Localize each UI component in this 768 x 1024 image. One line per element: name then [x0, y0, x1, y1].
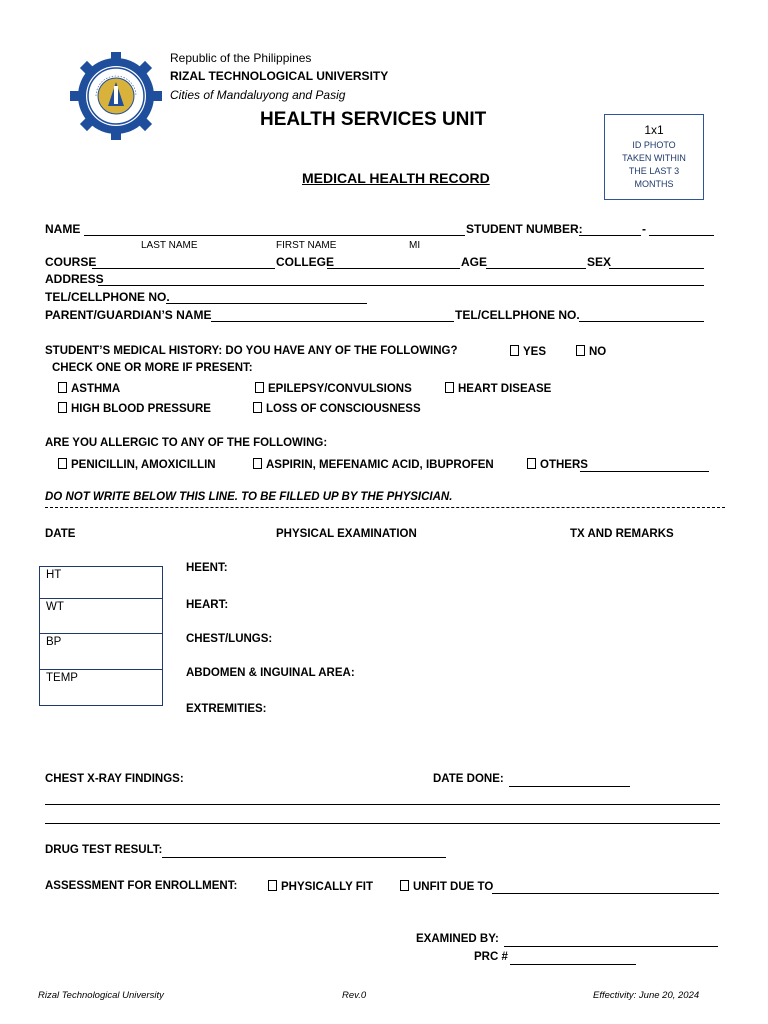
- college-label: COLLEGE: [276, 255, 335, 269]
- age-field[interactable]: [486, 268, 586, 269]
- cities-text: Cities of Mandaluyong and Pasig: [170, 88, 346, 102]
- loc-option[interactable]: [253, 402, 421, 415]
- extremities-label: EXTREMITIES:: [186, 703, 267, 715]
- others-checkbox[interactable]: [527, 458, 536, 469]
- unfit-checkbox[interactable]: [400, 880, 409, 891]
- chest-label: CHEST/LUNGS:: [186, 633, 273, 645]
- unit-title: HEALTH SERVICES UNIT: [260, 109, 487, 130]
- university-name: RIZAL TECHNOLOGICAL UNIVERSITY: [170, 69, 389, 83]
- vital-temp[interactable]: TEMP: [46, 672, 78, 684]
- cut-line: [45, 507, 725, 508]
- fit-checkbox[interactable]: [268, 880, 277, 891]
- others-option[interactable]: [527, 458, 588, 471]
- footer-right: Effectivity: June 20, 2024: [593, 990, 700, 1001]
- xray-line-1[interactable]: [45, 804, 720, 805]
- unfit-option[interactable]: [400, 880, 493, 893]
- history-instruction: CHECK ONE OR MORE IF PRESENT:: [52, 362, 253, 374]
- record-title: MEDICAL HEALTH RECORD: [302, 170, 490, 186]
- address-field[interactable]: [98, 285, 704, 286]
- vital-ht[interactable]: HT: [40, 567, 162, 599]
- student-number-sep: -: [642, 222, 646, 236]
- history-question: STUDENT’S MEDICAL HISTORY: DO YOU HAVE ANY OF THE FOLLOWING?: [45, 345, 458, 357]
- hbp-option[interactable]: [58, 402, 211, 415]
- name-field[interactable]: [84, 235, 465, 236]
- vital-wt[interactable]: WT: [40, 599, 162, 634]
- aspirin-checkbox[interactable]: [253, 458, 262, 469]
- photo-line-3: THE LAST 3: [628, 166, 680, 176]
- parent-tel-label: TEL/CELLPHONE NO.: [455, 308, 580, 322]
- footer-left: Rizal Technological University: [38, 990, 164, 1001]
- penicillin-option[interactable]: [58, 458, 216, 471]
- parent-label: PARENT/GUARDIAN’S NAME: [45, 308, 212, 322]
- assessment-label: ASSESSMENT FOR ENROLLMENT:: [45, 880, 238, 892]
- photo-line-2: TAKEN WITHIN: [622, 153, 686, 163]
- fit-label: PHYSICALLY FIT: [281, 881, 374, 893]
- sex-field[interactable]: [609, 268, 704, 269]
- date-done-label: DATE DONE:: [433, 773, 504, 785]
- sex-label: SEX: [587, 255, 612, 269]
- xray-label: CHEST X-RAY FINDINGS:: [45, 773, 184, 785]
- unfit-label: UNFIT DUE TO: [413, 881, 494, 893]
- heent-label: HEENT:: [186, 562, 228, 574]
- vitals-table: [39, 566, 163, 706]
- course-field[interactable]: [92, 268, 275, 269]
- drug-test-field[interactable]: [162, 857, 446, 858]
- epilepsy-label: EPILEPSY/CONVULSIONS: [268, 383, 412, 395]
- parent-field[interactable]: [211, 321, 454, 322]
- last-name-caption: LAST NAME: [141, 240, 198, 251]
- heart-disease-checkbox[interactable]: [445, 382, 454, 393]
- heart-disease-label: HEART DISEASE: [458, 383, 552, 395]
- aspirin-label: ASPIRIN, MEFENAMIC ACID, IBUPROFEN: [266, 459, 494, 471]
- university-seal-logo: [70, 52, 162, 140]
- examined-by-field[interactable]: [504, 946, 718, 947]
- yes-checkbox[interactable]: [510, 345, 519, 356]
- hbp-checkbox[interactable]: [58, 402, 67, 413]
- asthma-label: ASTHMA: [71, 383, 121, 395]
- loc-label: LOSS OF CONSCIOUSNESS: [266, 403, 421, 415]
- unfit-field[interactable]: [492, 893, 719, 894]
- asthma-option[interactable]: [58, 382, 120, 395]
- student-number-field-b[interactable]: [649, 235, 714, 236]
- examined-by-label: EXAMINED BY:: [416, 933, 499, 945]
- college-field[interactable]: [327, 268, 460, 269]
- hbp-label: HIGH BLOOD PRESSURE: [71, 403, 211, 415]
- photo-line-4: MONTHS: [634, 179, 674, 189]
- heart-label: HEART:: [186, 599, 229, 611]
- vital-bp[interactable]: BP: [40, 634, 162, 670]
- parent-tel-field[interactable]: [579, 321, 704, 322]
- drug-test-label: DRUG TEST RESULT:: [45, 844, 163, 856]
- student-number-field-a[interactable]: [579, 235, 641, 236]
- republic-text: Republic of the Philippines: [170, 51, 312, 65]
- date-done-field[interactable]: [509, 786, 630, 787]
- abdomen-label: ABDOMEN & INGUINAL AREA:: [186, 667, 355, 679]
- asthma-checkbox[interactable]: [58, 382, 67, 393]
- fit-option[interactable]: [268, 880, 373, 893]
- penicillin-label: PENICILLIN, AMOXICILLIN: [71, 459, 216, 471]
- id-photo-box[interactable]: [604, 114, 704, 200]
- no-label: NO: [589, 346, 607, 358]
- footer-center: Rev.0: [342, 990, 367, 1001]
- yes-label: YES: [523, 346, 547, 358]
- first-name-caption: FIRST NAME: [276, 240, 337, 251]
- prc-field[interactable]: [510, 964, 636, 965]
- photo-line-1: ID PHOTO: [632, 140, 676, 150]
- date-header: DATE: [45, 528, 76, 540]
- epilepsy-option[interactable]: [255, 382, 412, 395]
- penicillin-checkbox[interactable]: [58, 458, 67, 469]
- student-number-label: STUDENT NUMBER:: [466, 222, 583, 236]
- tel-label: TEL/CELLPHONE NO.: [45, 290, 170, 304]
- xray-line-2[interactable]: [45, 823, 720, 824]
- physician-note: DO NOT WRITE BELOW THIS LINE. TO BE FILLED UP BY THE PHYSICIAN.: [45, 491, 453, 503]
- name-label: NAME: [45, 222, 81, 236]
- loc-checkbox[interactable]: [253, 402, 262, 413]
- prc-label: PRC #: [474, 951, 508, 963]
- others-field[interactable]: [580, 471, 709, 472]
- course-label: COURSE: [45, 255, 97, 269]
- mi-caption: MI: [409, 240, 421, 251]
- allergy-question: ARE YOU ALLERGIC TO ANY OF THE FOLLOWING:: [45, 437, 328, 449]
- others-label: OTHERS: [540, 459, 588, 471]
- history-no[interactable]: [576, 345, 606, 358]
- age-label: AGE: [461, 255, 488, 269]
- epilepsy-checkbox[interactable]: [255, 382, 264, 393]
- photo-size: 1x1: [644, 123, 664, 137]
- tel-field[interactable]: [166, 303, 367, 304]
- physical-exam-header: PHYSICAL EXAMINATION: [276, 528, 417, 540]
- tx-remarks-header: TX AND REMARKS: [570, 528, 674, 540]
- history-yes[interactable]: [510, 345, 546, 358]
- no-checkbox[interactable]: [576, 345, 585, 356]
- address-label: ADDRESS: [45, 272, 104, 286]
- heart-disease-option[interactable]: [445, 382, 551, 395]
- aspirin-option[interactable]: [253, 458, 494, 471]
